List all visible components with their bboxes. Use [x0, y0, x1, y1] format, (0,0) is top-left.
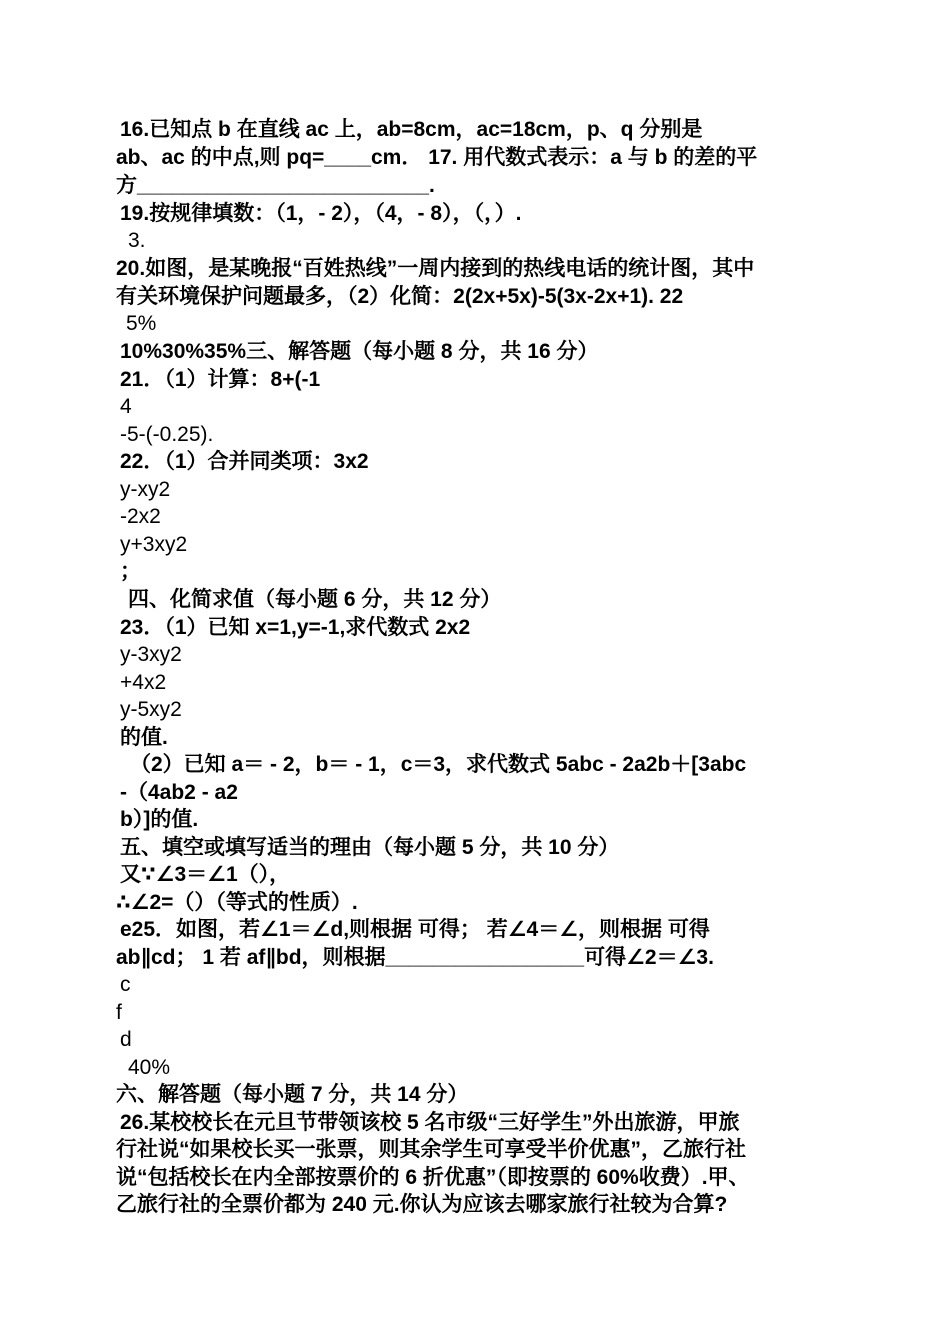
text-line-6: 20.如图，是某晚报“百姓热线”一周内接到的热线电话的统计图，其中 [116, 257, 755, 280]
text-line-40: 乙旅行社的全票价都为 240 元.你认为应该去哪家旅行社较为合算? [116, 1193, 728, 1216]
text-line-1: 16.已知点 b 在直线 ac 上，ab=8cm，ac=18cm，p、q 分别是 [120, 118, 703, 141]
text-line-17: ； [120, 560, 141, 583]
text-line-39: 说“包括校长在内全部按票价的 6 折优惠”（即按票的 60%收费）.甲、 [116, 1166, 750, 1189]
text-line-15: -2x2 [120, 505, 161, 528]
text-line-9: 10%30%35%三、解答题（每小题 8 分，共 16 分） [120, 340, 599, 363]
text-line-25: -（4ab2 - a2 [120, 781, 238, 804]
text-line-7: 有关环境保护问题最多，（2）化简：2(2x+5x)-5(3x-2x+1). 22 [116, 285, 684, 308]
text-line-5: 3. [128, 229, 146, 252]
text-line-31: ab∥cd； 1 若 af∥bd，则根据_________________可得∠2＝∠3. [116, 946, 714, 969]
text-line-2: ab、ac 的中点,则 pq=____cm． 17. 用代数式表示：a 与 b 的差的平 [116, 146, 758, 169]
text-line-14: y-xy2 [120, 478, 171, 501]
text-line-34: d [120, 1028, 132, 1051]
text-line-18: 四、化简求值（每小题 6 分，共 12 分） [128, 588, 502, 611]
text-line-3: 方_________________________. [116, 174, 435, 197]
text-line-12: -5-(-0.25). [120, 423, 214, 446]
text-line-16: y+3xy2 [120, 533, 188, 556]
text-line-29: ∴∠2=（）（等式的性质）. [116, 891, 358, 914]
text-line-27: 五、填空或填写适当的理由（每小题 5 分，共 10 分） [120, 836, 620, 859]
text-line-8: 5% [126, 312, 157, 335]
text-line-20: y-3xy2 [120, 643, 182, 666]
text-line-36: 六、解答题（每小题 7 分，共 14 分） [116, 1083, 469, 1106]
text-line-23: 的值. [120, 726, 168, 749]
text-line-11: 4 [120, 395, 132, 418]
text-line-13: 22．（1）合并同类项：3x2 [120, 450, 369, 473]
text-line-32: c [120, 973, 131, 996]
text-line-21: +4x2 [120, 671, 167, 694]
text-line-24: （2）已知 a＝ - 2，b＝ - 1，c＝3，求代数式 5abc - 2a2b＋[3abc [130, 753, 747, 776]
text-line-38: 行社说“如果校长买一张票，则其余学生可享受半价优惠”，乙旅行社 [116, 1138, 746, 1161]
text-line-33: f [116, 1001, 122, 1024]
text-line-35: 40% [128, 1056, 171, 1079]
text-line-19: 23．（1）已知 x=1,y=-1,求代数式 2x2 [120, 616, 471, 639]
text-line-22: y-5xy2 [120, 698, 182, 721]
text-line-37: 26.某校校长在元旦节带领该校 5 名市级“三好学生”外出旅游，甲旅 [120, 1111, 740, 1134]
text-line-28: 又∵∠3＝∠1（）， [120, 863, 291, 886]
text-line-10: 21．（1）计算：8+(-1 [120, 368, 321, 391]
text-line-4: 19.按规律填数：（1，- 2），（4，- 8），（，）. [120, 202, 522, 225]
text-line-30: e25．如图，若∠1＝∠d,则根据 可得； 若∠4＝∠，则根据 可得 [120, 918, 710, 941]
text-line-26: b）]的值. [120, 808, 199, 831]
